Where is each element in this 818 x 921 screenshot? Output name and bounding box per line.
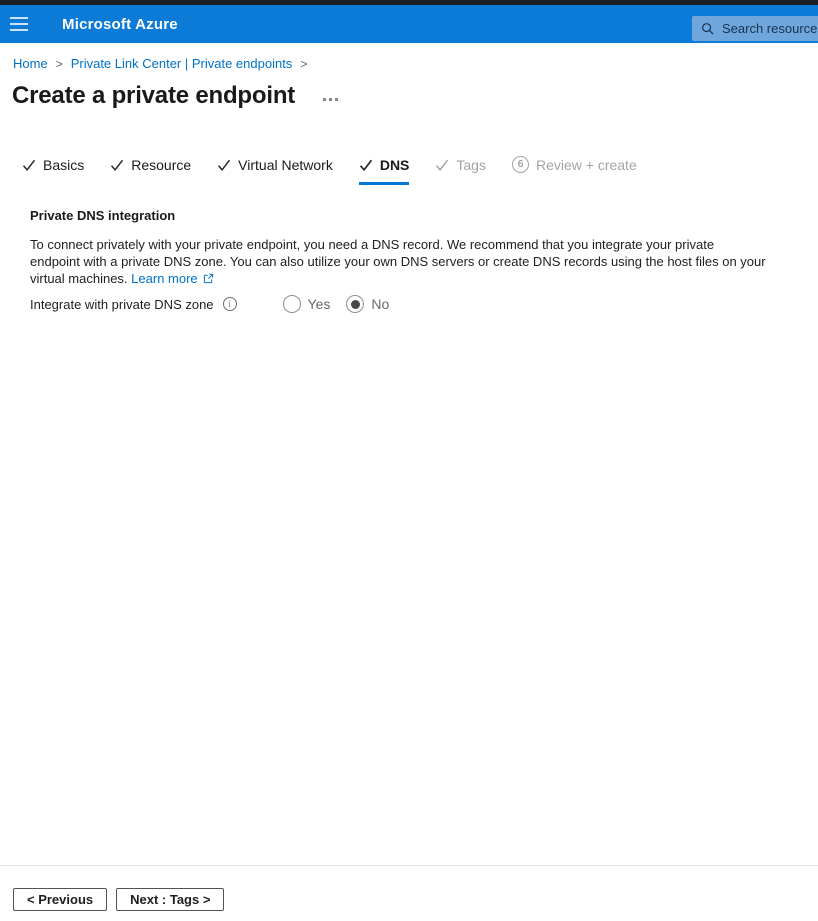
radio-circle-no[interactable] bbox=[346, 295, 364, 313]
radio-option-no[interactable] bbox=[346, 295, 389, 313]
search-input[interactable] bbox=[722, 21, 818, 36]
info-icon[interactable]: i bbox=[223, 297, 237, 311]
tab-label: Resource bbox=[131, 157, 192, 173]
breadcrumb-home-link[interactable]: Home bbox=[13, 56, 48, 71]
wizard-footer bbox=[0, 865, 818, 921]
radio-option-yes[interactable] bbox=[283, 295, 331, 313]
search-icon bbox=[701, 22, 714, 35]
azure-topbar bbox=[0, 5, 818, 43]
brand-title: Microsoft Azure bbox=[62, 15, 178, 33]
checkmark-icon bbox=[359, 158, 373, 172]
description-text: To connect privately with your private endpoint, you need a DNS record. We recommend that you integrate your private endpoint with a private DNS zone. You can also utilize your own DNS servers or create DNS records using the host files on your virtual machines. bbox=[30, 237, 766, 286]
tab-label: Review + create bbox=[535, 156, 637, 173]
external-link-icon bbox=[203, 273, 214, 284]
tab-resource[interactable] bbox=[110, 157, 191, 185]
footer-buttons bbox=[0, 866, 818, 921]
section-heading: Private DNS integration bbox=[30, 208, 176, 223]
step-number-badge: 6 bbox=[512, 156, 529, 173]
global-search[interactable] bbox=[692, 16, 818, 41]
wizard-tabs bbox=[0, 156, 818, 185]
chevron-right-icon: > bbox=[300, 56, 308, 71]
tab-virtual-network[interactable] bbox=[217, 157, 333, 185]
checkmark-icon bbox=[217, 158, 231, 172]
checkmark-icon bbox=[435, 158, 449, 172]
dns-zone-radio-group bbox=[283, 295, 390, 313]
hamburger-menu-icon[interactable] bbox=[2, 5, 36, 43]
dns-zone-field-row bbox=[30, 295, 818, 313]
section-description bbox=[30, 236, 766, 287]
tab-label: Tags bbox=[456, 157, 486, 173]
tab-label: Virtual Network bbox=[238, 157, 333, 173]
chevron-right-icon: > bbox=[55, 56, 63, 71]
checkmark-icon bbox=[22, 158, 36, 172]
breadcrumb-private-link-center-link[interactable]: Private Link Center | Private endpoints bbox=[70, 56, 293, 71]
tab-label: Basics bbox=[43, 157, 85, 173]
title-row bbox=[12, 82, 818, 110]
radio-label: Yes bbox=[307, 296, 331, 312]
breadcrumb bbox=[13, 56, 818, 71]
tab-review-create bbox=[512, 156, 637, 185]
next-tags-button[interactable]: Next : Tags > bbox=[116, 888, 224, 911]
field-label: Integrate with private DNS zone bbox=[30, 296, 214, 312]
learn-more-link[interactable]: Learn more bbox=[131, 271, 198, 286]
previous-button[interactable]: < Previous bbox=[13, 888, 107, 911]
tab-label: DNS bbox=[379, 157, 410, 173]
tab-basics[interactable] bbox=[22, 157, 84, 185]
tab-dns[interactable] bbox=[359, 157, 410, 185]
more-options-icon[interactable] bbox=[319, 94, 342, 105]
dns-tab-content bbox=[30, 208, 818, 313]
page-title: Create a private endpoint bbox=[12, 82, 296, 109]
tab-tags bbox=[435, 157, 486, 185]
radio-circle-yes[interactable] bbox=[283, 295, 301, 313]
checkmark-icon bbox=[110, 158, 124, 172]
radio-label: No bbox=[371, 296, 390, 312]
